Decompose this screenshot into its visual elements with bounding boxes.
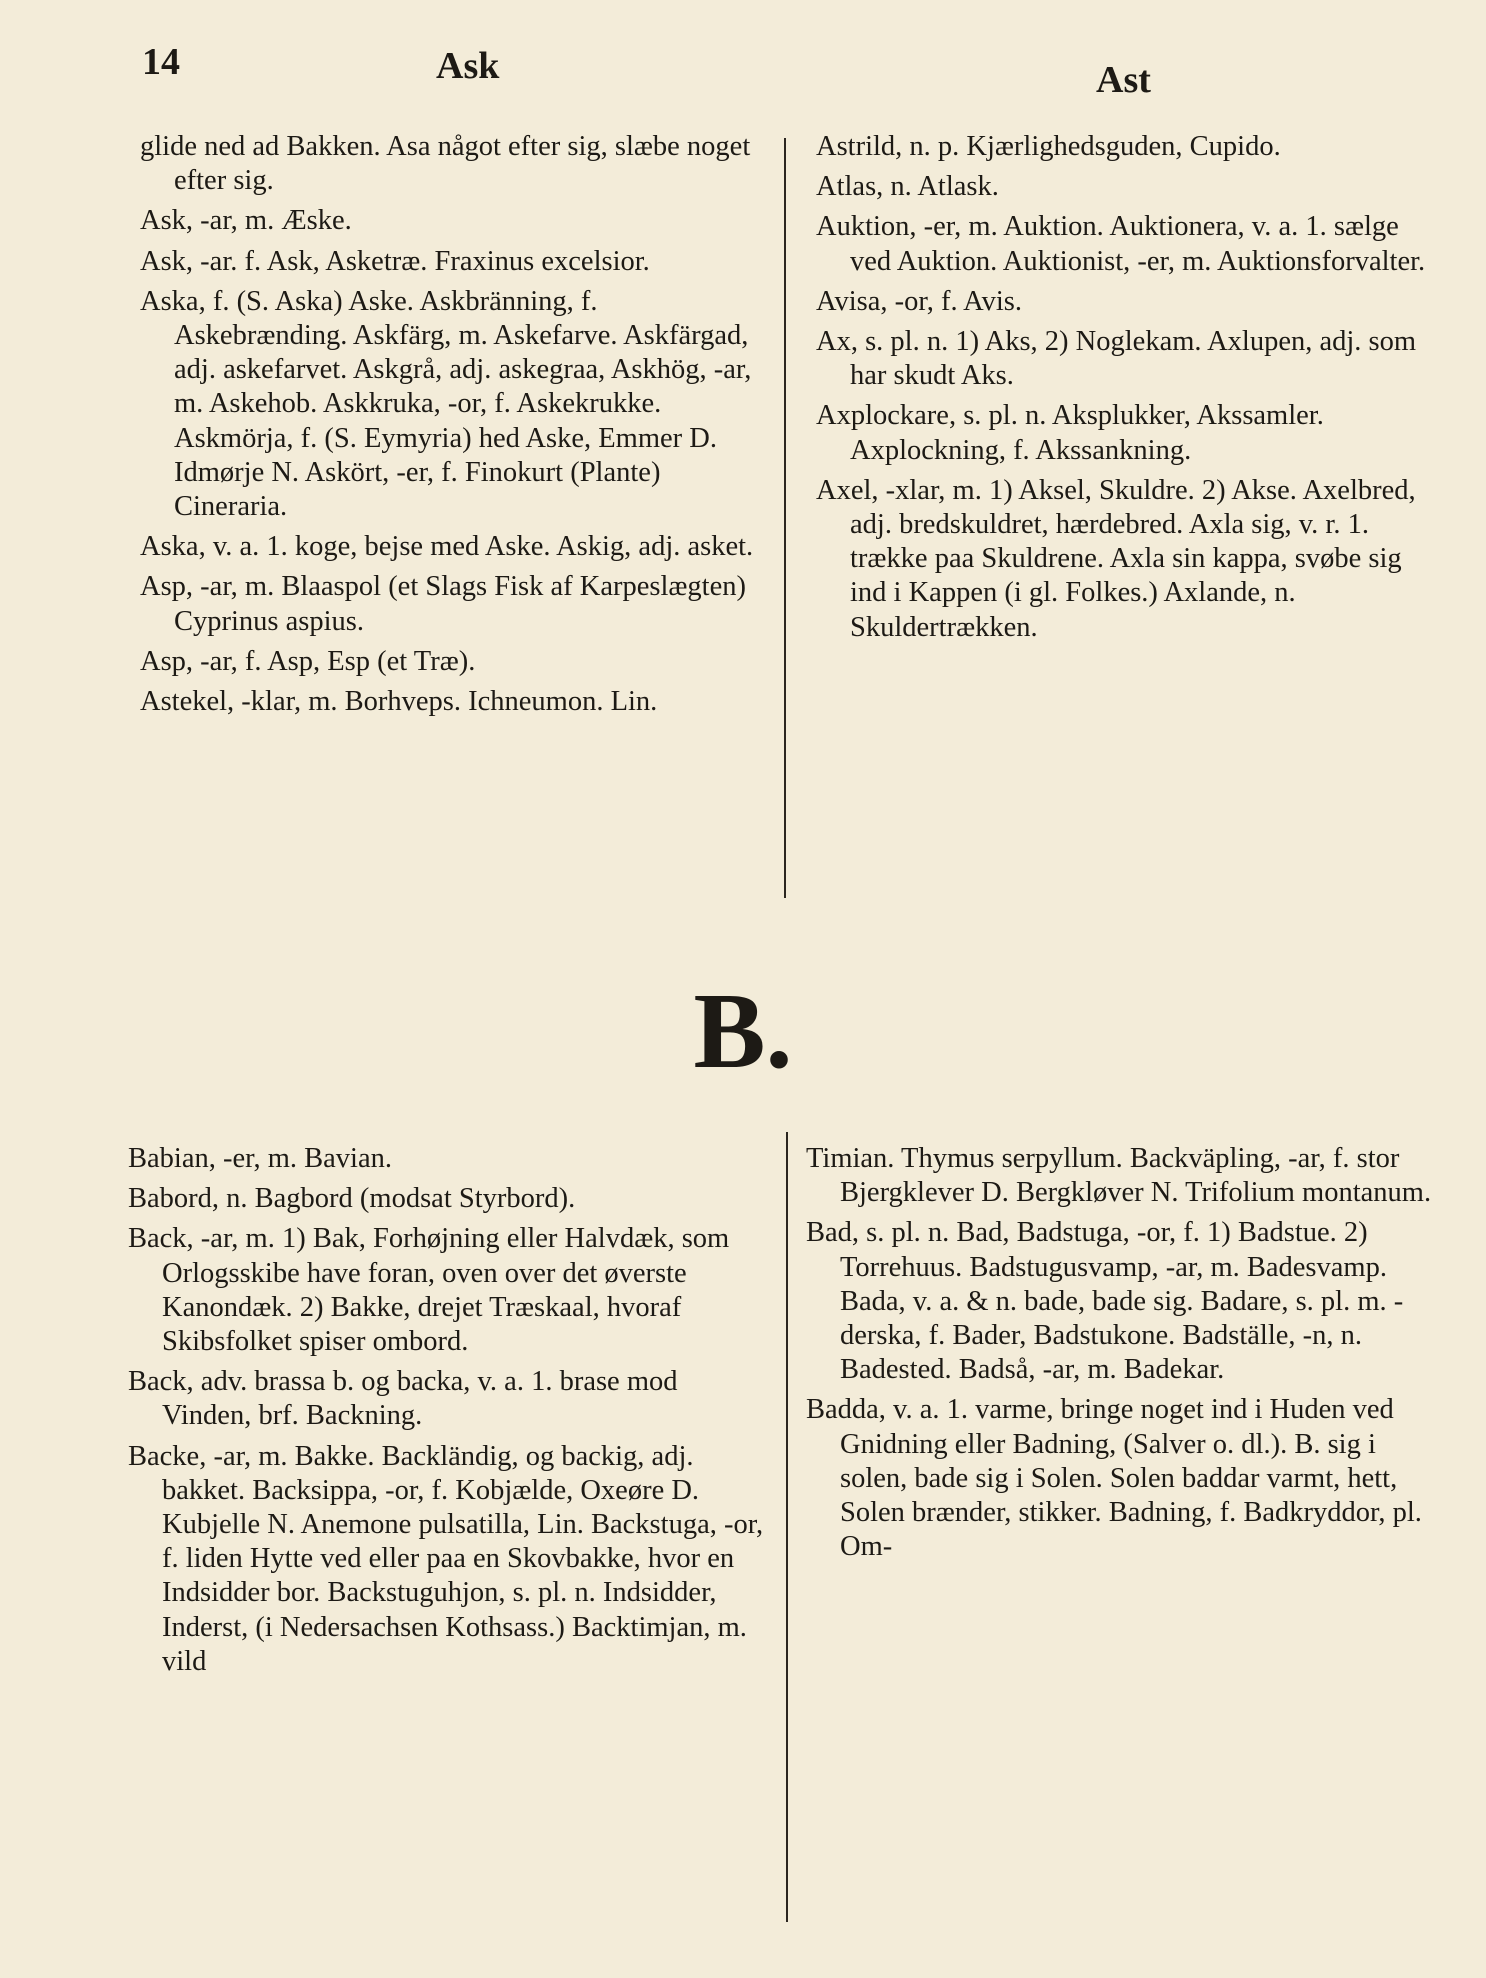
section-letter: B. — [693, 972, 793, 1091]
entry-auktion: Auktion, -er, m. Auktion. Auktionera, v. a. 1. sælge ved Auktion. Auktionist, -er, m. Auktionsforvalter. — [816, 211, 1426, 277]
entry-asp-m: Asp, -ar, m. Blaaspol (et Slags Fisk af Karpeslægten) Cyprinus aspius. — [140, 571, 746, 637]
entry-timian: Timian. Thymus serpyllum. Backväpling, -ar, f. stor Bjergklever D. Bergkløver N. Trifolium montanum. — [806, 1143, 1432, 1209]
entry-axplockare: Axplockare, s. pl. n. Aksplukker, Akssamler. Axplockning, f. Akssankning. — [816, 400, 1324, 466]
bottom-right-column — [806, 1142, 1442, 1570]
top-column-divider — [784, 138, 786, 898]
entry-aska-f: Aska, f. (S. Aska) Aske. Askbränning, f. Askebrænding. Askfärg, m. Askefarve. Askfärgad, adj. askefarvet. Askgrå, adj. askegraa, Askhög, -ar, m. Askehob. Askkruka, -or, f. Askekrukke. Askmörja, f. (S. Eymyria) hed Aske, Emmer D. Idmørje N. Askört, -er, f. Finokurt (Plante) Cineraria. — [140, 285, 752, 523]
entry-ask-f: Ask, -ar. f. Ask, Asketræ. Fraxinus excelsior. — [140, 245, 650, 277]
entry-astrild: Astrild, n. p. Kjærlighedsguden, Cupido. — [816, 131, 1281, 162]
bottom-column-divider — [786, 1132, 788, 1922]
bottom-left-column — [128, 1142, 764, 1685]
top-left-column — [140, 130, 768, 725]
entry-ax: Ax, s. pl. n. 1) Aks, 2) Noglekam. Axlupen, adj. som har skudt Aks. — [816, 326, 1417, 392]
entry-babord: Babord, n. Bagbord (modsat Styrbord). — [128, 1183, 576, 1215]
entry-glide: glide ned ad Bakken. Asa något efter sig, slæbe noget efter sig. — [140, 131, 751, 197]
top-right-column — [816, 130, 1444, 651]
right-running-head: Ast — [1096, 59, 1151, 101]
entry-back-adv: Back, adv. brassa b. og backa, v. a. 1. brase mod Vinden, brf. Backning. — [128, 1366, 678, 1432]
entry-astekel: Astekel, -klar, m. Borhveps. Ichneumon. Lin. — [140, 686, 658, 718]
entry-badda: Badda, v. a. 1. varme, bringe noget ind i Huden ved Gnidning eller Badning, (Salver o. dl.). B. sig i solen, bade sig i Solen. Solen baddar varmt, hett, Solen brænder, stikker. Badning, f. Badkryddor, pl. Om- — [806, 1394, 1422, 1563]
left-running-head: Ask — [436, 45, 500, 87]
page-number: 14 — [142, 41, 180, 83]
entry-aska-v: Aska, v. a. 1. koge, bejse med Aske. Askig, adj. asket. — [140, 531, 754, 563]
entry-back-m: Back, -ar, m. 1) Bak, Forhøjning eller Halvdæk, som Orlogsskibe have foran, oven over det øverste Kanondæk. 2) Bakke, drejet Træskaal, hvoraf Skibsfolket spiser ombord. — [128, 1223, 730, 1358]
entry-backe: Backe, -ar, m. Bakke. Backländig, og backig, adj. bakket. Backsippa, -or, f. Kobjælde, Oxeøre D. Kubjelle N. Anemone pulsatilla, Lin. Backstuga, -or, f. liden Hytte ved eller paa en Skovbakke, hvor en Indsidder bor. Backstuguhjon, s. pl. n. Indsidder, Inderst, (i Nedersachsen Kothsass.) Backtimjan, m. vild — [128, 1440, 764, 1677]
entry-asp-f: Asp, -ar, f. Asp, Esp (et Træ). — [140, 645, 476, 677]
entry-axel: Axel, -xlar, m. 1) Aksel, Skuldre. 2) Akse. Axelbred, adj. bredskuldret, hærdebred. Axla sig, v. r. 1. trække paa Skuldrene. Axla sin kappa, svøbe sig ind i Kappen (i gl. Folkes.) Axlande, n. Skuldertrækken. — [816, 474, 1416, 643]
entry-avisa: Avisa, -or, f. Avis. — [816, 285, 1022, 317]
entry-ask-m: Ask, -ar, m. Æske. — [140, 205, 352, 237]
entry-atlas: Atlas, n. Atlask. — [816, 171, 999, 203]
entry-bad: Bad, s. pl. n. Bad, Badstuga, -or, f. 1) Badstue. 2) Torrehuus. Badstugusvamp, -ar, m. Badesvamp. Bada, v. a. & n. bade, bade sig. Badare, s. pl. m. -derska, f. Bader, Badstukone. Badställe, -n, n. Badested. Badså, -ar, m. Badekar. — [806, 1217, 1404, 1386]
entry-babian: Babian, -er, m. Bavian. — [128, 1143, 392, 1174]
